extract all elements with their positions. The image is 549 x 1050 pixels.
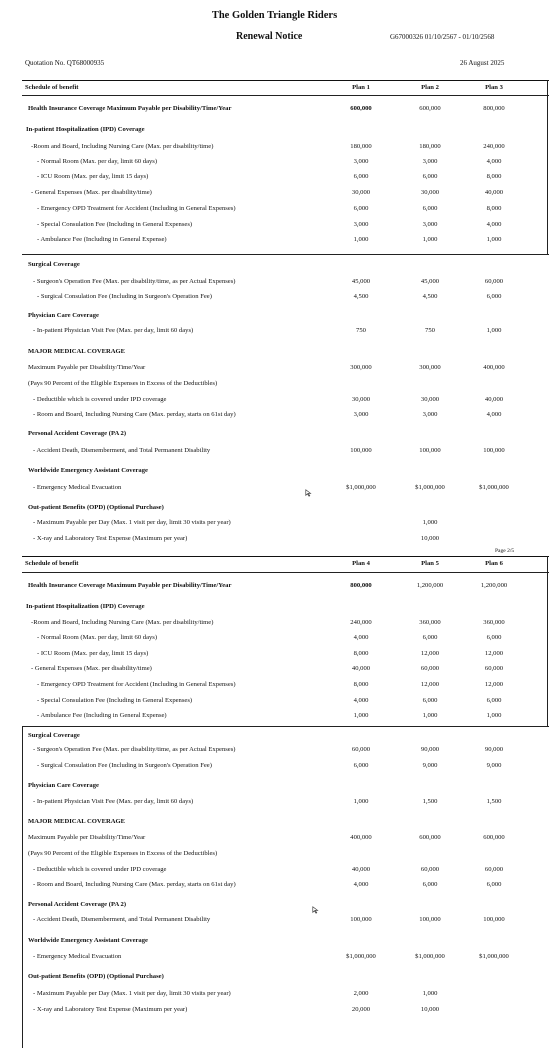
benefit-label: Personal Accident Coverage (PA 2) [28,901,127,908]
table1-top-rule [22,80,549,81]
benefit-value: 4,500 [422,293,438,300]
table-row [0,276,549,287]
benefit-label: - ICU Room (Max. per day, limit 15 days) [37,173,149,180]
benefit-value: 180,000 [350,143,372,150]
benefit-value: 40,000 [351,866,371,873]
benefit-label: -Room and Board, Including Nursing Care (Max. per disability/time) [31,143,214,150]
benefit-label: Physician Care Coverage [28,782,99,789]
benefit-value: 30,000 [351,189,371,196]
benefit-value: 12,000 [420,650,440,657]
benefit-value: 3,000 [353,411,369,418]
page-number: Page 2/5 [495,548,515,554]
benefit-value: 60,000 [484,866,504,873]
benefit-value: 100,000 [419,447,441,454]
benefit-value: 30,000 [420,396,440,403]
benefit-value: 3,000 [422,221,438,228]
table-row [0,816,549,827]
benefit-value: 4,000 [353,697,369,704]
benefit-value: 1,500 [422,798,438,805]
benefit-label: - X-ray and Laboratory Test Expense (Maximum per year) [33,535,188,542]
benefit-value: 3,000 [422,411,438,418]
benefit-value: 3,000 [422,158,438,165]
benefit-value: 600,000 [419,105,441,112]
benefit-value: 60,000 [420,665,440,672]
benefit-label: Health Insurance Coverage Maximum Payable per Disability/Time/Year [28,105,232,112]
table-row [0,951,549,962]
table-row [0,780,549,791]
table1-section-rule [22,254,549,255]
benefit-label: - Surgical Consulation Fee (Including in Surgeon's Operation Fee) [37,293,212,300]
benefit-label: Maximum Payable per Disability/Time/Year [28,364,146,371]
table-row [0,378,549,389]
benefit-value: 4,000 [486,221,502,228]
table-row [0,482,549,493]
table-row [0,914,549,925]
benefit-value: 6,000 [353,173,369,180]
table-row [0,428,549,439]
benefit-label: - In-patient Physician Visit Fee (Max. per day, limit 60 days) [33,327,194,334]
benefit-value: 1,000 [353,798,369,805]
schedule-of-benefit-label: Schedule of benefit [25,560,79,567]
benefit-value: 6,000 [422,697,438,704]
mouse-cursor-icon [305,489,313,497]
benefit-value: 100,000 [350,447,372,454]
benefit-value: 45,000 [351,278,371,285]
table-row [0,291,549,302]
benefit-value: 40,000 [484,189,504,196]
benefit-value: 40,000 [484,396,504,403]
benefit-value: 400,000 [350,834,372,841]
benefit-value: 4,000 [353,634,369,641]
benefit-value: 8,000 [353,681,369,688]
benefit-label: Surgical Coverage [28,732,80,739]
benefit-label: - Normal Room (Max. per day, limit 60 days) [37,634,158,641]
table-row [0,796,549,807]
table-row [0,156,549,167]
table2-header-rule [22,572,549,573]
table-row [0,632,549,643]
benefit-label: - Room and Board, Including Nursing Care (Max. perday, starts on 61st day) [33,881,236,888]
benefit-label: - General Expenses (Max. per disability/time) [31,189,152,196]
benefit-value: 40,000 [351,665,371,672]
table-row [0,394,549,405]
table-row [0,695,549,706]
benefit-value: 4,000 [486,158,502,165]
table-row [0,103,549,114]
notice-date: 26 August 2025 [460,59,505,67]
policy-reference: G67000326 01/10/2567 - 01/10/2568 [390,33,495,41]
plan-column-header: Plan 1 [352,84,370,91]
benefit-label: - Surgical Consulation Fee (Including in Surgeon's Operation Fee) [37,762,212,769]
benefit-value: 1,000 [422,990,438,997]
benefit-value: 1,000 [353,236,369,243]
benefit-value: 8,000 [486,173,502,180]
benefit-value: $1,000,000 [346,953,376,960]
table-row [0,219,549,230]
benefit-label: - Deductible which is covered under IPD coverage [33,866,167,873]
benefit-label: - Ambulance Fee (Including in General Expense) [37,236,167,243]
table-row [0,124,549,135]
benefit-value: 10,000 [420,535,440,542]
table1-header-rule [22,95,549,96]
table-row [0,362,549,373]
document-title: Renewal Notice [236,31,303,42]
table-row [0,617,549,628]
benefit-label: Worldwide Emergency Assistant Coverage [28,937,148,944]
benefit-value: 6,000 [422,205,438,212]
table-row [0,935,549,946]
table-row [0,848,549,859]
table-row [0,899,549,910]
benefit-label: - Maximum Payable per Day (Max. 1 visit per day, limit 30 visits per year) [33,990,231,997]
benefit-value: 180,000 [419,143,441,150]
benefit-value: 3,000 [353,221,369,228]
quotation-number: Quotation No. QT68000935 [25,59,105,67]
benefit-label: Out-patient Benefits (OPD) (Optional Purchase) [28,504,164,511]
benefit-label: - Ambulance Fee (Including in General Expense) [37,712,167,719]
table-row [0,325,549,336]
benefit-value: 750 [425,327,435,334]
benefit-value: 6,000 [422,173,438,180]
benefit-value: 1,000 [422,712,438,719]
benefit-value: 8,000 [353,650,369,657]
benefit-label: (Pays 90 Percent of the Eligible Expenses in Excess of the Deductibles) [28,380,218,387]
benefit-value: 1,000 [486,236,502,243]
table-row [0,187,549,198]
benefit-label: In-patient Hospitalization (IPD) Coverage [26,603,145,610]
table-row [0,971,549,982]
table-row [0,679,549,690]
benefit-value: 6,000 [486,293,502,300]
benefit-value: 60,000 [420,866,440,873]
benefit-label: - Special Consulation Fee (Including in General Expenses) [37,221,193,228]
table-row [0,346,549,357]
benefit-value: 3,000 [353,158,369,165]
table-row [0,832,549,843]
benefit-label: In-patient Hospitalization (IPD) Coverage [26,126,145,133]
table-row [0,648,549,659]
benefit-value: 4,000 [486,411,502,418]
benefit-label: - ICU Room (Max. per day, limit 15 days) [37,650,149,657]
benefit-value: 100,000 [350,916,372,923]
benefit-value: 45,000 [420,278,440,285]
benefit-value: 1,000 [422,519,438,526]
benefit-value: 1,000 [353,712,369,719]
table-row [0,663,549,674]
benefit-value: 600,000 [419,834,441,841]
table-row [0,1004,549,1015]
benefit-value: 100,000 [483,916,505,923]
table-row [0,310,549,321]
benefit-value: 6,000 [486,697,502,704]
benefit-value: 8,000 [486,205,502,212]
benefit-value: 1,000 [486,712,502,719]
benefit-value: 1,200,000 [480,582,508,589]
benefit-value: 30,000 [351,396,371,403]
table-row [0,864,549,875]
benefit-value: 2,000 [353,990,369,997]
table-row [0,445,549,456]
benefit-label: Surgical Coverage [28,261,80,268]
benefit-label: - Room and Board, Including Nursing Care (Max. perday, starts on 61st day) [33,411,236,418]
benefit-value: 100,000 [419,916,441,923]
benefit-value: $1,000,000 [346,484,376,491]
benefit-value: 6,000 [486,634,502,641]
benefit-label: - Emergency OPD Treatment for Accident (Including in General Expenses) [37,681,236,688]
benefit-value: 100,000 [483,447,505,454]
benefit-label: - Normal Room (Max. per day, limit 60 days) [37,158,158,165]
benefit-label: - Emergency Medical Evacuation [33,484,122,491]
benefit-label: MAJOR MEDICAL COVERAGE [28,818,126,825]
table-row [0,879,549,890]
plan-column-header: Plan 3 [485,84,503,91]
benefit-value: 1,000 [486,327,502,334]
table-row [0,259,549,270]
benefit-value: 12,000 [420,681,440,688]
benefit-label: - Surgeon's Operation Fee (Max. per disability/time, as per Actual Expenses) [33,278,236,285]
benefit-value: 300,000 [350,364,372,371]
benefit-value: 360,000 [483,619,505,626]
benefit-value: 400,000 [483,364,505,371]
benefit-value: 9,000 [486,762,502,769]
benefit-label: - Accident Death, Dismemberment, and Total Permanent Disability [33,916,211,923]
benefit-label: Worldwide Emergency Assistant Coverage [28,467,148,474]
benefit-label: Out-patient Benefits (OPD) (Optional Purchase) [28,973,164,980]
benefit-label: Health Insurance Coverage Maximum Payable per Disability/Time/Year [28,582,232,589]
benefit-label: Personal Accident Coverage (PA 2) [28,430,127,437]
benefit-value: 240,000 [483,143,505,150]
table-row [0,141,549,152]
plan-column-header: Plan 5 [421,560,439,567]
benefit-value: 12,000 [484,650,504,657]
benefit-value: 600,000 [350,105,372,112]
table-row [0,409,549,420]
table-header-row [0,558,549,569]
table-row [0,465,549,476]
benefit-label: - General Expenses (Max. per disability/time) [31,665,152,672]
schedule-of-benefit-label: Schedule of benefit [25,84,79,91]
table2-top-rule [22,556,549,557]
benefit-label: - In-patient Physician Visit Fee (Max. per day, limit 60 days) [33,798,194,805]
benefit-value: 12,000 [484,681,504,688]
benefit-value: 60,000 [351,746,371,753]
plan-column-header: Plan 6 [485,560,503,567]
benefit-value: 750 [356,327,366,334]
benefit-label: - Emergency OPD Treatment for Accident (Including in General Expenses) [37,205,236,212]
benefit-label: - Accident Death, Dismemberment, and Total Permanent Disability [33,447,211,454]
benefit-value: 30,000 [420,189,440,196]
table-row [0,988,549,999]
table-row [0,203,549,214]
benefit-value: 9,000 [422,762,438,769]
benefit-label: Physician Care Coverage [28,312,99,319]
benefit-value: 6,000 [486,881,502,888]
benefit-value: 6,000 [353,205,369,212]
benefit-value: 6,000 [422,634,438,641]
benefit-label: - Maximum Payable per Day (Max. 1 visit per day, limit 30 visits per year) [33,519,231,526]
benefit-label: - Deductible which is covered under IPD coverage [33,396,167,403]
benefit-value: 1,000 [422,236,438,243]
table-row [0,234,549,245]
benefit-value: $1,000,000 [479,484,509,491]
benefit-value: 4,000 [353,881,369,888]
table-row [0,601,549,612]
benefit-value: 600,000 [483,834,505,841]
table-row [0,744,549,755]
benefit-value: $1,000,000 [415,484,445,491]
table-row [0,517,549,528]
benefit-label: - X-ray and Laboratory Test Expense (Maximum per year) [33,1006,188,1013]
benefit-value: 90,000 [420,746,440,753]
benefit-label: Maximum Payable per Disability/Time/Year [28,834,146,841]
benefit-label: -Room and Board, Including Nursing Care (Max. per disability/time) [31,619,214,626]
table-row [0,171,549,182]
benefit-value: $1,000,000 [415,953,445,960]
plan-column-header: Plan 2 [421,84,439,91]
company-name: The Golden Triangle Riders [211,10,338,21]
benefit-value: 60,000 [484,665,504,672]
table-row [0,533,549,544]
table-row [0,710,549,721]
benefit-value: 800,000 [483,105,505,112]
table-row [0,502,549,513]
benefit-value: 240,000 [350,619,372,626]
benefit-label: - Surgeon's Operation Fee (Max. per disability/time, as per Actual Expenses) [33,746,236,753]
mouse-cursor-icon [312,906,320,914]
benefit-value: 20,000 [351,1006,371,1013]
benefit-label: (Pays 90 Percent of the Eligible Expenses in Excess of the Deductibles) [28,850,218,857]
benefit-value: 300,000 [419,364,441,371]
benefit-value: 60,000 [484,278,504,285]
benefit-value: 6,000 [422,881,438,888]
plan-column-header: Plan 4 [352,560,370,567]
benefit-label: - Special Consulation Fee (Including in General Expenses) [37,697,193,704]
table-header-row [0,82,549,93]
benefit-label: - Emergency Medical Evacuation [33,953,122,960]
table-row [0,760,549,771]
table2-section-rule [22,726,549,727]
benefit-value: 90,000 [484,746,504,753]
table-row [0,730,549,741]
benefit-value: 1,500 [486,798,502,805]
benefit-value: $1,000,000 [479,953,509,960]
benefit-label: MAJOR MEDICAL COVERAGE [28,348,126,355]
benefit-value: 800,000 [350,582,372,589]
table-row [0,580,549,591]
benefit-value: 4,500 [353,293,369,300]
benefit-value: 1,200,000 [416,582,444,589]
benefit-value: 360,000 [419,619,441,626]
benefit-value: 6,000 [353,762,369,769]
benefit-value: 10,000 [420,1006,440,1013]
